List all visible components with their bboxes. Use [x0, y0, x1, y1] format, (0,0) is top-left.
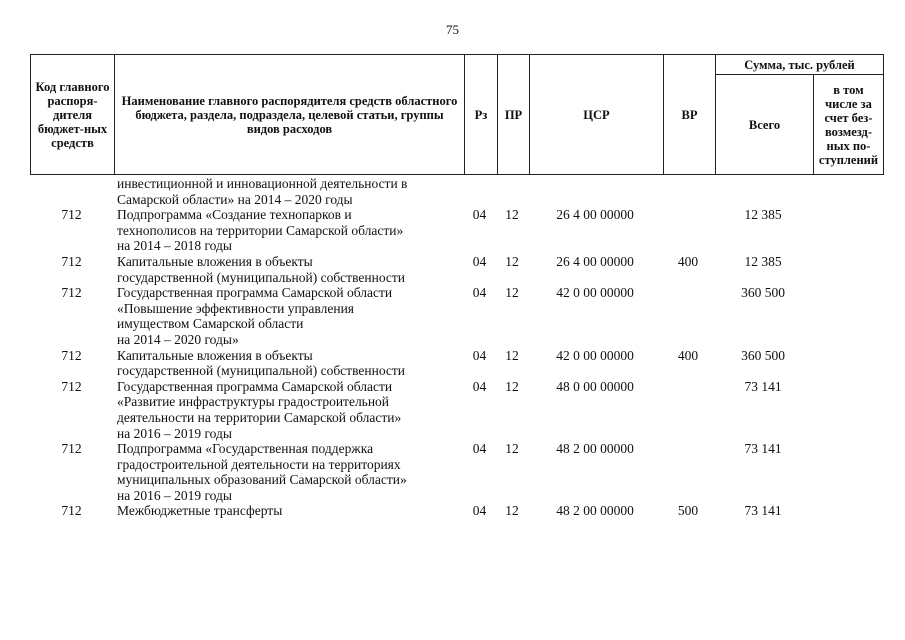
- table-row: [30, 348, 884, 379]
- row-pr: 12: [505, 347, 519, 363]
- row-csr: [528, 176, 662, 207]
- row-name: Капитальные вложения в объекты государственной (муниципальной) собственности: [117, 253, 406, 285]
- row-vr: [662, 176, 714, 207]
- header-vr: ВР: [663, 55, 715, 175]
- row-vr: 400: [677, 253, 699, 269]
- row-rz: 04: [472, 347, 487, 363]
- row-csr: 42 0 00 00000: [556, 285, 634, 301]
- table-row: [30, 254, 884, 285]
- row-rz: 04: [472, 441, 487, 457]
- row-csr: 42 0 00 00000: [556, 347, 634, 363]
- row-rz: 04: [472, 378, 487, 394]
- header-free: в том числе за счет без-возмезд-ных по-ступлений: [813, 75, 883, 175]
- table-row: [30, 207, 884, 254]
- table-row: [30, 285, 884, 347]
- header-total: Всего: [715, 75, 813, 175]
- row-total: 73 141: [744, 503, 782, 519]
- row-total: 12 385: [744, 207, 782, 223]
- row-free: [812, 176, 884, 207]
- row-free: [812, 379, 884, 441]
- row-name: Государственная программа Самарской области «Повышение эффективности управления имуществом Самарской области на 2014 – 2020 годы»: [117, 285, 393, 347]
- row-name: Подпрограмма «Государственная поддержка градостроительной деятельности на территориях муниципальных образований Самарской области» на 2016 – 2019 годы: [117, 441, 407, 503]
- row-total: 360 500: [741, 285, 785, 301]
- table-header: [30, 54, 884, 175]
- row-csr: 48 2 00 00000: [556, 503, 634, 519]
- table-row: [30, 503, 884, 519]
- row-free: [812, 348, 884, 379]
- header-rz: Рз: [464, 55, 497, 175]
- table-row: [30, 379, 884, 441]
- row-free: [812, 441, 884, 503]
- row-name: Подпрограмма «Создание технопарков и технополисов на территории Самарской области» на 2014 – 2018 годы: [117, 207, 404, 254]
- row-code: 712: [61, 253, 82, 269]
- row-pr: 12: [505, 285, 519, 301]
- row-rz: 04: [472, 285, 487, 301]
- row-rz: 04: [472, 503, 487, 519]
- row-pr: 12: [505, 441, 519, 457]
- row-rz: 04: [472, 207, 487, 223]
- row-csr: 26 4 00 00000: [556, 253, 634, 269]
- row-total: 73 141: [744, 378, 782, 394]
- header-name: Наименование главного распорядителя средств областного бюджета, раздела, подраздела, целевой статьи, группы видов расходов: [114, 55, 464, 175]
- table-row: [30, 176, 884, 207]
- row-free: [812, 207, 884, 254]
- row-name: Капитальные вложения в объекты государственной (муниципальной) собственности: [117, 347, 406, 379]
- row-total: 73 141: [744, 441, 782, 457]
- row-code: [30, 176, 113, 207]
- row-rz: [463, 176, 496, 207]
- row-pr: 12: [505, 207, 519, 223]
- header-code: Код главного распоря-дителя бюджет-ных средств: [35, 80, 110, 150]
- row-vr: [662, 379, 714, 441]
- row-code: 712: [61, 441, 82, 457]
- row-name: Государственная программа Самарской области «Развитие инфраструктуры градостроительной деятельности на территории Самарской области» на 2016 – 2019 годы: [117, 378, 402, 441]
- row-code: 712: [61, 285, 82, 301]
- header-bottom-rule: [30, 174, 884, 175]
- page-number: 75: [446, 22, 459, 37]
- row-code: 712: [61, 347, 82, 363]
- row-csr: 48 2 00 00000: [556, 441, 634, 457]
- header-sum: Сумма, тыс. рублей: [715, 55, 883, 75]
- header-pr: ПР: [497, 55, 529, 175]
- row-code: 712: [61, 503, 82, 519]
- row-vr: [662, 285, 714, 347]
- table-body: [30, 176, 884, 519]
- row-csr: 26 4 00 00000: [556, 207, 634, 223]
- row-csr: 48 0 00 00000: [556, 378, 634, 394]
- row-vr: 400: [677, 347, 699, 363]
- row-name: Межбюджетные трансферты: [117, 503, 283, 519]
- row-vr: 500: [677, 503, 699, 519]
- row-free: [812, 285, 884, 347]
- row-free: [812, 254, 884, 285]
- row-total: [714, 176, 812, 207]
- row-total: 12 385: [744, 253, 782, 269]
- row-rz: 04: [472, 253, 487, 269]
- row-pr: [496, 176, 528, 207]
- row-pr: 12: [505, 378, 519, 394]
- row-code: 712: [61, 207, 82, 223]
- row-vr: [662, 207, 714, 254]
- row-pr: 12: [505, 253, 519, 269]
- table-row: [30, 441, 884, 503]
- row-vr: [662, 441, 714, 503]
- row-total: 360 500: [741, 347, 785, 363]
- row-code: 712: [61, 378, 82, 394]
- row-pr: 12: [505, 503, 519, 519]
- row-name: инвестиционной и инновационной деятельности в Самарской области» на 2014 – 2020 годы: [117, 176, 408, 207]
- header-csr: ЦСР: [529, 55, 663, 175]
- row-free: [812, 503, 884, 519]
